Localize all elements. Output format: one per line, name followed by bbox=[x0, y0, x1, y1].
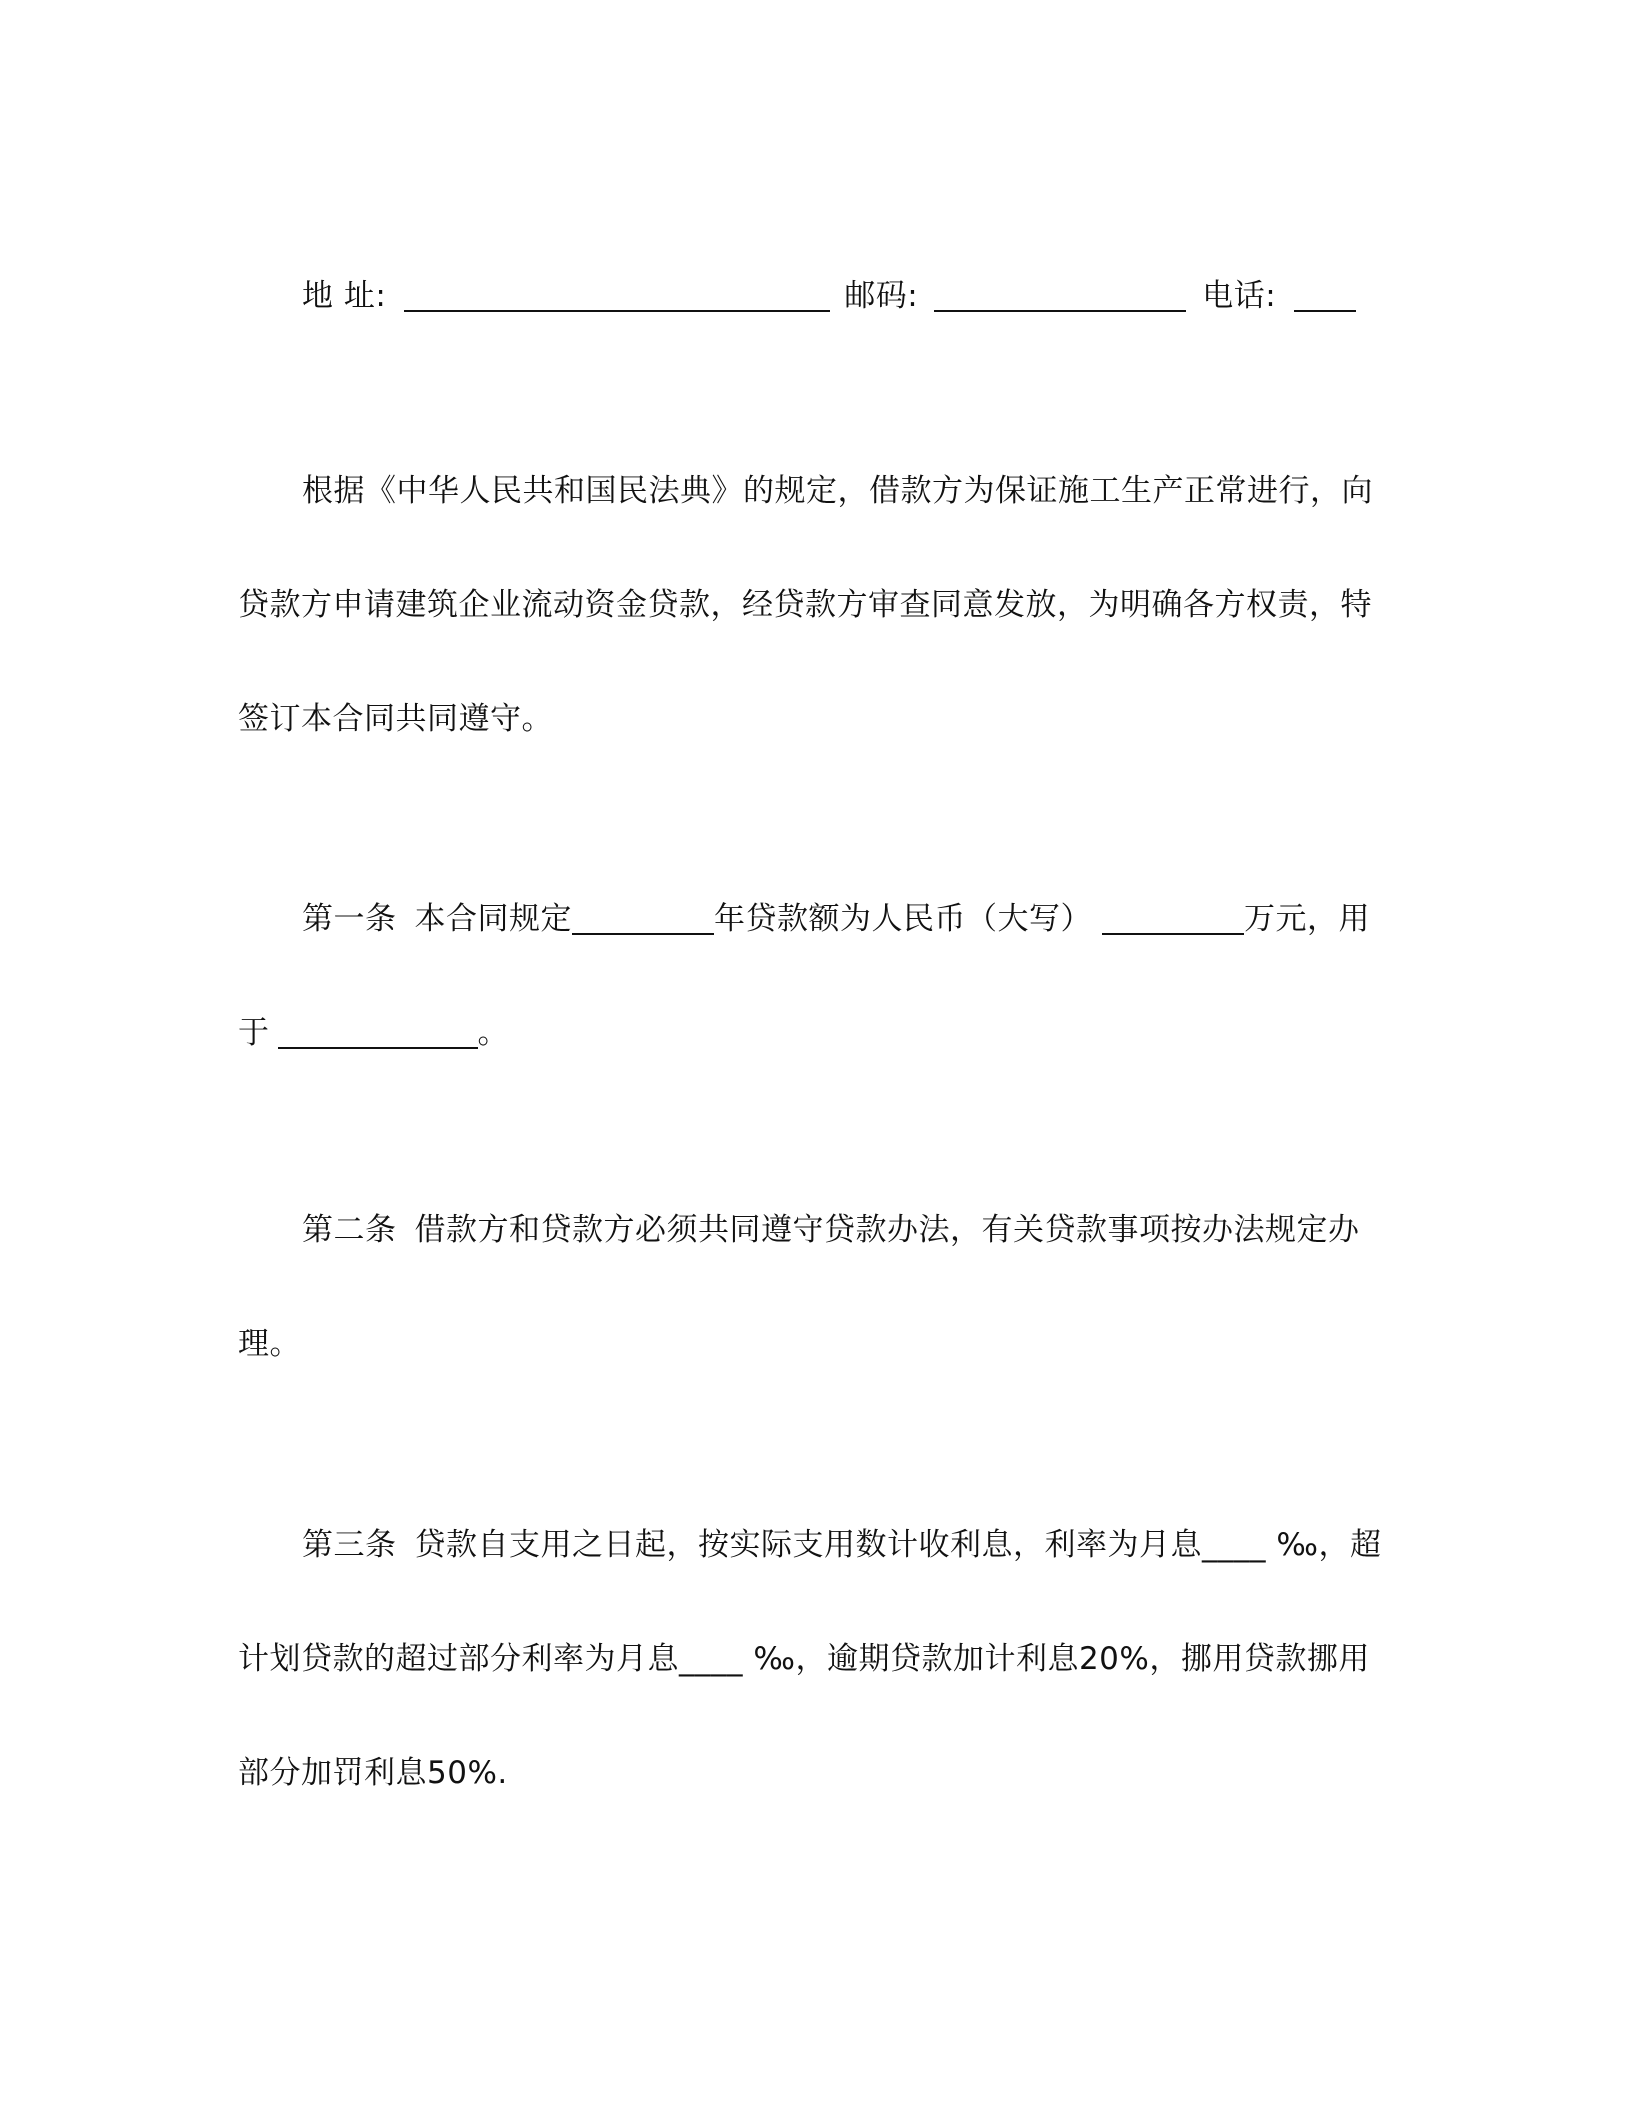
article1-year-field[interactable] bbox=[572, 893, 714, 935]
article1-line-2 bbox=[238, 1003, 1398, 1063]
article2-text-1: 借款方和贷款方必须共同遵守贷款办法，有关贷款事项按办法规定办 bbox=[414, 1212, 1360, 1248]
article3-heading: 第三条 bbox=[302, 1527, 397, 1563]
article3-overplan-rate-field[interactable]: ____ bbox=[679, 1641, 743, 1677]
article1-line-1 bbox=[302, 889, 1462, 949]
postcode-field[interactable] bbox=[934, 270, 1186, 312]
article3-text-2a: 计划贷款的超过部分利率为月息 bbox=[238, 1641, 679, 1677]
article1-purpose-field[interactable] bbox=[278, 1007, 478, 1049]
article2-heading: 第二条 bbox=[302, 1212, 397, 1248]
article3-text-1b: ‰，超 bbox=[1266, 1527, 1382, 1563]
article1-text-b: 年贷款额为人民币（大写） bbox=[714, 901, 1092, 937]
preamble-line-3: 签订本合同共同遵守。 bbox=[238, 701, 553, 737]
article1-text-a: 本合同规定 bbox=[414, 901, 572, 937]
article3-line-3: 部分加罚利息50%. bbox=[238, 1755, 508, 1791]
phone-label: 电话: bbox=[1202, 278, 1277, 314]
postcode-label: 邮码: bbox=[844, 278, 919, 314]
contact-line bbox=[302, 266, 1462, 326]
preamble-line-1: 根据《中华人民共和国民法典》的规定，借款方为保证施工生产正常进行，向 bbox=[302, 473, 1373, 509]
article1-text-d: 于 bbox=[238, 1015, 270, 1051]
article3-text-1a: 贷款自支用之日起，按实际支用数计收利息，利率为月息 bbox=[414, 1527, 1202, 1563]
preamble-line-2: 贷款方申请建筑企业流动资金贷款，经贷款方审查同意发放，为明确各方权责，特 bbox=[238, 587, 1372, 623]
article3-line-2 bbox=[238, 1629, 1398, 1689]
phone-field[interactable] bbox=[1294, 270, 1356, 312]
address-field[interactable] bbox=[404, 270, 830, 312]
article2-line-1 bbox=[302, 1200, 1462, 1260]
address-label: 地 址: bbox=[302, 278, 387, 314]
article1-amount-field[interactable] bbox=[1102, 893, 1244, 935]
article3-line-1 bbox=[302, 1515, 1462, 1575]
article2-line-2: 理。 bbox=[238, 1326, 301, 1362]
article3-rate-field[interactable]: ____ bbox=[1202, 1527, 1266, 1563]
article1-heading: 第一条 bbox=[302, 901, 397, 937]
article1-text-c: 万元，用 bbox=[1244, 901, 1370, 937]
article3-text-2b: ‰，逾期贷款加计利息20%，挪用贷款挪用 bbox=[743, 1641, 1370, 1677]
article1-text-e: 。 bbox=[477, 1015, 509, 1051]
